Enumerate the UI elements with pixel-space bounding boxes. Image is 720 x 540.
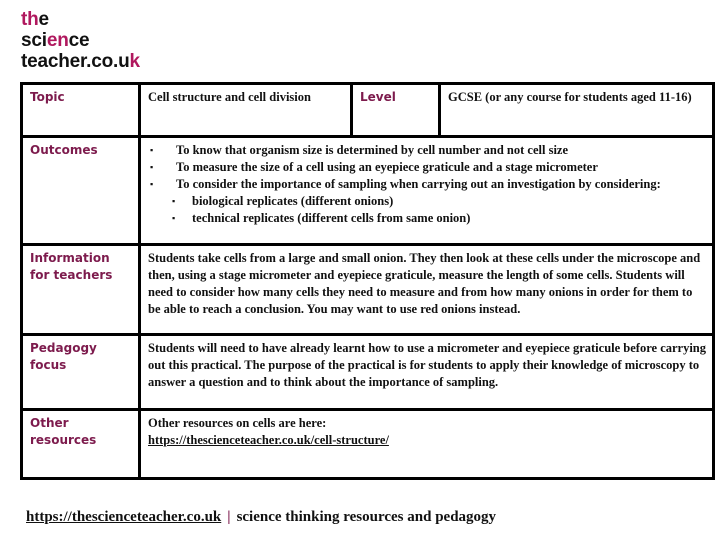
pedagogy-value: Students will need to have already learnt how to use a micrometer and eyepiece graticule before carrying out this practical. The purpose of the practical is for students to apply their knowledge of microscopy to answer a question and to think about the importance of sampling. [140,335,714,410]
list-item: ▪ To measure the size of a cell using an eyepiece graticule and a stage micrometer [148,159,706,176]
outcomes-list [148,142,706,227]
logo-text: sci [21,30,47,51]
pedagogy-label: Pedagogy focus [22,335,140,410]
table-row-pedagogy [22,335,714,410]
lesson-info-table [20,82,715,480]
list-item: ▪ technical replicates (different cells from same onion) [164,210,706,227]
outcomes-label: Outcomes [22,137,140,245]
level-label: Level [352,84,440,137]
level-value: GCSE (or any course for students aged 11-16) [440,84,714,137]
logo-line-2 [21,30,140,51]
footer [26,509,496,526]
logo-line-3 [21,51,140,72]
list-item: ▪ To know that organism size is determined by cell number and not cell size [148,142,706,159]
outcomes-value [140,137,714,245]
table-row-information [22,245,714,335]
table-row-topic [22,84,714,137]
resources-label: Other resources [22,410,140,479]
footer-site-link[interactable]: https://thescienceteacher.co.uk [26,509,222,525]
list-item: ▪ biological replicates (different onions) [164,193,706,210]
information-label: Information for teachers [22,245,140,335]
cell-structure-link[interactable]: https://thescienceteacher.co.uk/cell-structure/ [148,433,389,447]
topic-value: Cell structure and cell division [140,84,352,137]
resources-value [140,410,714,479]
list-item [148,176,706,227]
logo-text: th [21,9,39,30]
table-row-outcomes [22,137,714,245]
information-value: Students take cells from a large and small onion. They then look at these cells under the microscope and then, using a stage micrometer and eyepiece graticule, measure the length of some cells. Students will need to consider how many cells they need to measure and from how many onions in order for them to be able to reach a conclusion. You may want to use red onions instead. [140,245,714,335]
logo-text: teacher.co.u [21,51,130,72]
table-row-resources [22,410,714,479]
logo-text: k [129,51,140,72]
outcomes-sublist [156,193,706,227]
list-item-text: To consider the importance of sampling when carrying out an investigation by considering: [176,177,661,191]
logo-text: en [46,30,69,51]
logo-line-1 [21,9,140,30]
footer-tagline: science thinking resources and pedagogy [236,509,497,525]
resources-text: Other resources on cells are here: [148,416,327,430]
logo-text: e [38,9,49,30]
site-logo [21,9,140,72]
logo-text: ce [68,30,90,51]
topic-label: Topic [22,84,140,137]
footer-separator: | [227,509,231,525]
